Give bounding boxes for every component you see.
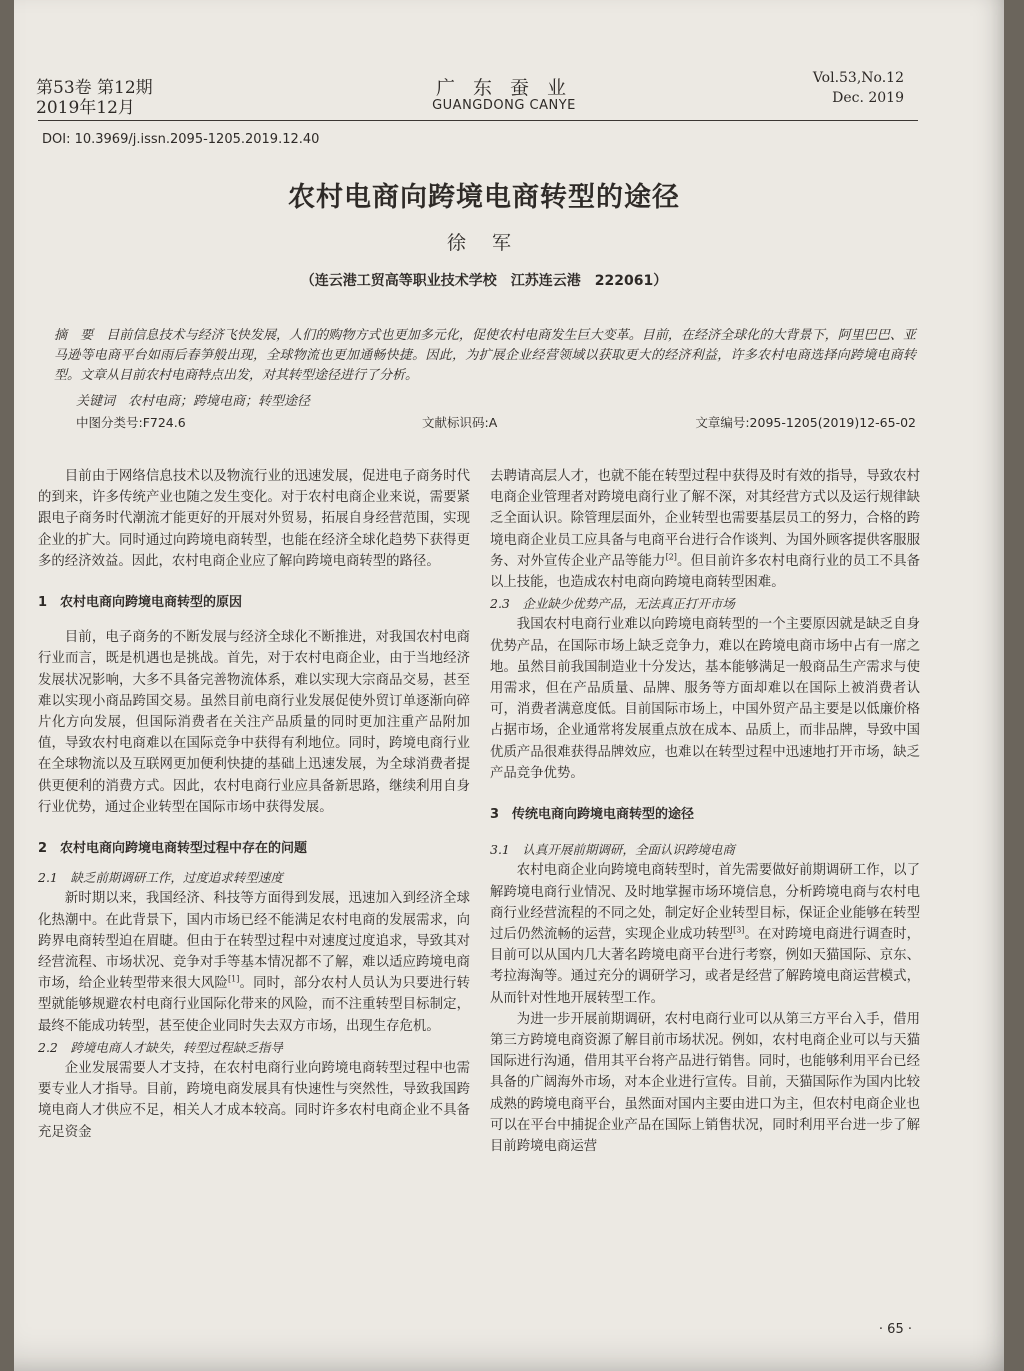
journal-name-cn: 广 东 蚕 业 bbox=[435, 77, 573, 99]
issue-date-en: Dec. 2019 bbox=[832, 90, 904, 106]
citation-ref: [1] bbox=[227, 974, 240, 984]
section-2-1-heading: 2.1 缺乏前期调研工作，过度追求转型速度 bbox=[38, 870, 283, 886]
article-number: 文章编号:2095-1205(2019)12-65-02 bbox=[695, 415, 916, 430]
journal-volume-info bbox=[36, 78, 153, 118]
page-number: · 65 · bbox=[878, 1322, 912, 1337]
clc-number: 中图分类号:F724.6 bbox=[76, 415, 186, 430]
abstract: 摘 要 目前信息技术与经济飞快发展，人们的购物方式也更加多元化，促使农村电商发生巨大变革。目前，在经济全球化的大背景下，阿里巴巴、亚马逊等电商平台如雨后春笋般出现，全球物流也更加通畅快捷。因此，为扩展企业经营领域以获取更大的经济利益，许多农村电商选择向跨境电商转型。文章从目前农村电商特点出发，对其转型途径进行了分析。 bbox=[54, 328, 916, 383]
author: 徐 军 bbox=[446, 232, 522, 254]
left-column bbox=[38, 466, 470, 1143]
section-3-1-heading: 3.1 认真开展前期调研，全面认识跨境电商 bbox=[490, 842, 735, 858]
section-2-2-heading: 2.2 跨境电商人才缺失，转型过程缺乏指导 bbox=[38, 1039, 283, 1055]
section-2-2-continued: 去聘请高层人才，也就不能在转型过程中获得及时有效的指导，导致农村电商企业管理者对跨境电商行业了解不深，对其经营方式以及运行规律缺乏全面认识。除管理层面外，企业转型也需要基层员工的努力，合格的跨境电商企业员工应具备与电商平台进行合作谈判、为国外顾客提供客服服务、对外宣传企业产品等能力[2]。但目前许多农村电商行业的员工不具备以上技能，也造成农村电商向跨境电商转型困难。 bbox=[490, 469, 921, 591]
volume-issue: 第53卷 第12期 bbox=[36, 78, 153, 98]
document-code: 文献标识码:A bbox=[422, 415, 498, 430]
journal-page bbox=[14, 0, 1004, 1371]
issue-date: 2019年12月 bbox=[36, 98, 135, 118]
volume-issue-en: Vol.53,No.12 bbox=[812, 70, 904, 86]
keywords: 关键词 农村电商；跨境电商；转型途径 bbox=[76, 394, 311, 409]
journal-name-en: GUANGDONG CANYE bbox=[432, 98, 576, 113]
citation-ref: [2] bbox=[665, 552, 677, 562]
section-1-paragraph: 目前，电子商务的不断发展与经济全球化不断推进，对我国农村电商行业而言，既是机遇也是挑战。首先，对于农村电商企业，由于当地经济发展状况影响，大多不具备完善物流体系，难以实现大宗商品交易，甚至难以实现小商品跨国交易。虽然目前电商行业发展促使外贸订单逐渐向碎片化方向发展，但国际消费者在关注产品质量的同时更加注重产品附加值，导致农村电商难以在国际竞争中获得有利地位。同时，跨境电商行业在全球物流以及互联网更加便利快捷的基础上迅速发展，为全球消费者提供更便利的消费方式。因此，农村电商行业应具备新思路，继续利用自身行业优势，通过企业转型在国际市场中获得发展。 bbox=[38, 630, 470, 815]
section-2-2-paragraph: 企业发展需要人才支持，在农村电商行业向跨境电商转型过程中也需要专业人才指导。目前，跨境电商发展具有快速性与突然性，导致我国跨境电商人才供应不足，相关人才成本较高。同时许多农村电商企业不具备充足资金 bbox=[38, 1061, 470, 1140]
section-3-1-paragraph: 农村电商企业向跨境电商转型时，首先需要做好前期调研工作，以了解跨境电商行业情况、及时地掌握市场环境信息，分析跨境电商与农村电商行业经营流程的不同之处，制定好企业转型目标，保证企业能够在转型过后仍然流畅的运营，实现企业成功转型[3]。在对跨境电商进行调查时，目前可以从国内几大著名跨境电商平台进行考察，例如天猫国际、京东、考拉海淘等。通过充分的调研学习，或者是经营了解跨境电商运营模式，从而针对性地开展转型工作。 bbox=[490, 863, 921, 1006]
journal-name bbox=[314, 78, 694, 114]
journal-volume-info-en bbox=[813, 68, 904, 108]
section-3-1-paragraph-2: 为进一步开展前期调研，农村电商行业可以从第三方平台入手，借用第三方跨境电商资源了解目前市场状况。例如，农村电商企业可以与天猫国际进行沟通，借用其平台将产品进行销售。同时，也能够利用平台已经具备的广阔海外市场，对本企业进行宣传。目前，天猫国际作为国内比较成熟的跨境电商平台，虽然面对国内主要由进口为主，但农村电商企业也可以在平台中捕捉企业产品在国际上销售状况，同时利用平台进一步了解目前跨境电商运营 bbox=[490, 1011, 920, 1155]
section-3-heading: 3 传统电商向跨境电商转型的途径 bbox=[490, 807, 695, 823]
section-2-heading: 2 农村电商向跨境电商转型过程中存在的问题 bbox=[38, 841, 308, 857]
article-title: 农村电商向跨境电商转型的途径 bbox=[288, 182, 680, 213]
doi: DOI: 10.3969/j.issn.2095-1205.2019.12.40 bbox=[42, 132, 320, 147]
affiliation: （连云港工贸高等职业技术学校 江苏连云港 222061） bbox=[300, 273, 668, 289]
intro-paragraph: 目前由于网络信息技术以及物流行业的迅速发展，促进电子商务时代的到来，许多传统产业也随之发生变化。对于农村电商企业来说，需要紧跟电子商务时代潮流才能更好的开展对外贸易，拓展自身经营范围，实现企业的扩大。同时通过向跨境电商转型，也能在经济全球化趋势下获得更多的经济效益。因此，农村电商企业应了解向跨境电商转型的路径。 bbox=[38, 469, 470, 569]
section-2-1-paragraph: 新时期以来，我国经济、科技等方面得到发展，迅速加入到经济全球化热潮中。在此背景下，国内市场已经不能满足农村电商的发展需求，向跨界电商转型迫在眉睫。但由于在转型过程中对速度过度追求，导致其对经营流程、市场状况、竞争对手等基本情况都不了解，难以适应跨境电商市场，给企业转型带来很大风险[1]。同时，部分农村人员认为只要进行转型就能够规避农村电商行业国际化带来的风险，而不注重转型目标制定，最终不能成功转型，甚至使企业同时失去双方市场，出现生存危机。 bbox=[38, 891, 471, 1034]
section-2-3-heading: 2.3 企业缺少优势产品，无法真正打开市场 bbox=[490, 596, 735, 612]
section-2-3-paragraph: 我国农村电商行业难以向跨境电商转型的一个主要原因就是缺乏自身优势产品，在国际市场上缺乏竞争力，难以在跨境电商市场中占有一席之地。虽然目前我国制造业十分发达，基本能够满足一般商品生产需求与使用需求，但在产品质量、品牌、服务等方面却难以在国际上被消费者认可，消费者满意度低。目前国际市场上，中国外贸产品主要是以低廉价格占据市场，企业通常将发展重点放在成本、品质上，而非品牌，导致中国优质产品很难获得品牌效应，也难以在转型过程中迅速地打开市场，缺乏产品竞争优势。 bbox=[490, 617, 920, 781]
header-rule bbox=[38, 120, 918, 121]
right-column bbox=[490, 466, 920, 1157]
section-1-heading: 1 农村电商向跨境电商转型的原因 bbox=[38, 595, 243, 611]
citation-ref: [3] bbox=[733, 925, 745, 935]
